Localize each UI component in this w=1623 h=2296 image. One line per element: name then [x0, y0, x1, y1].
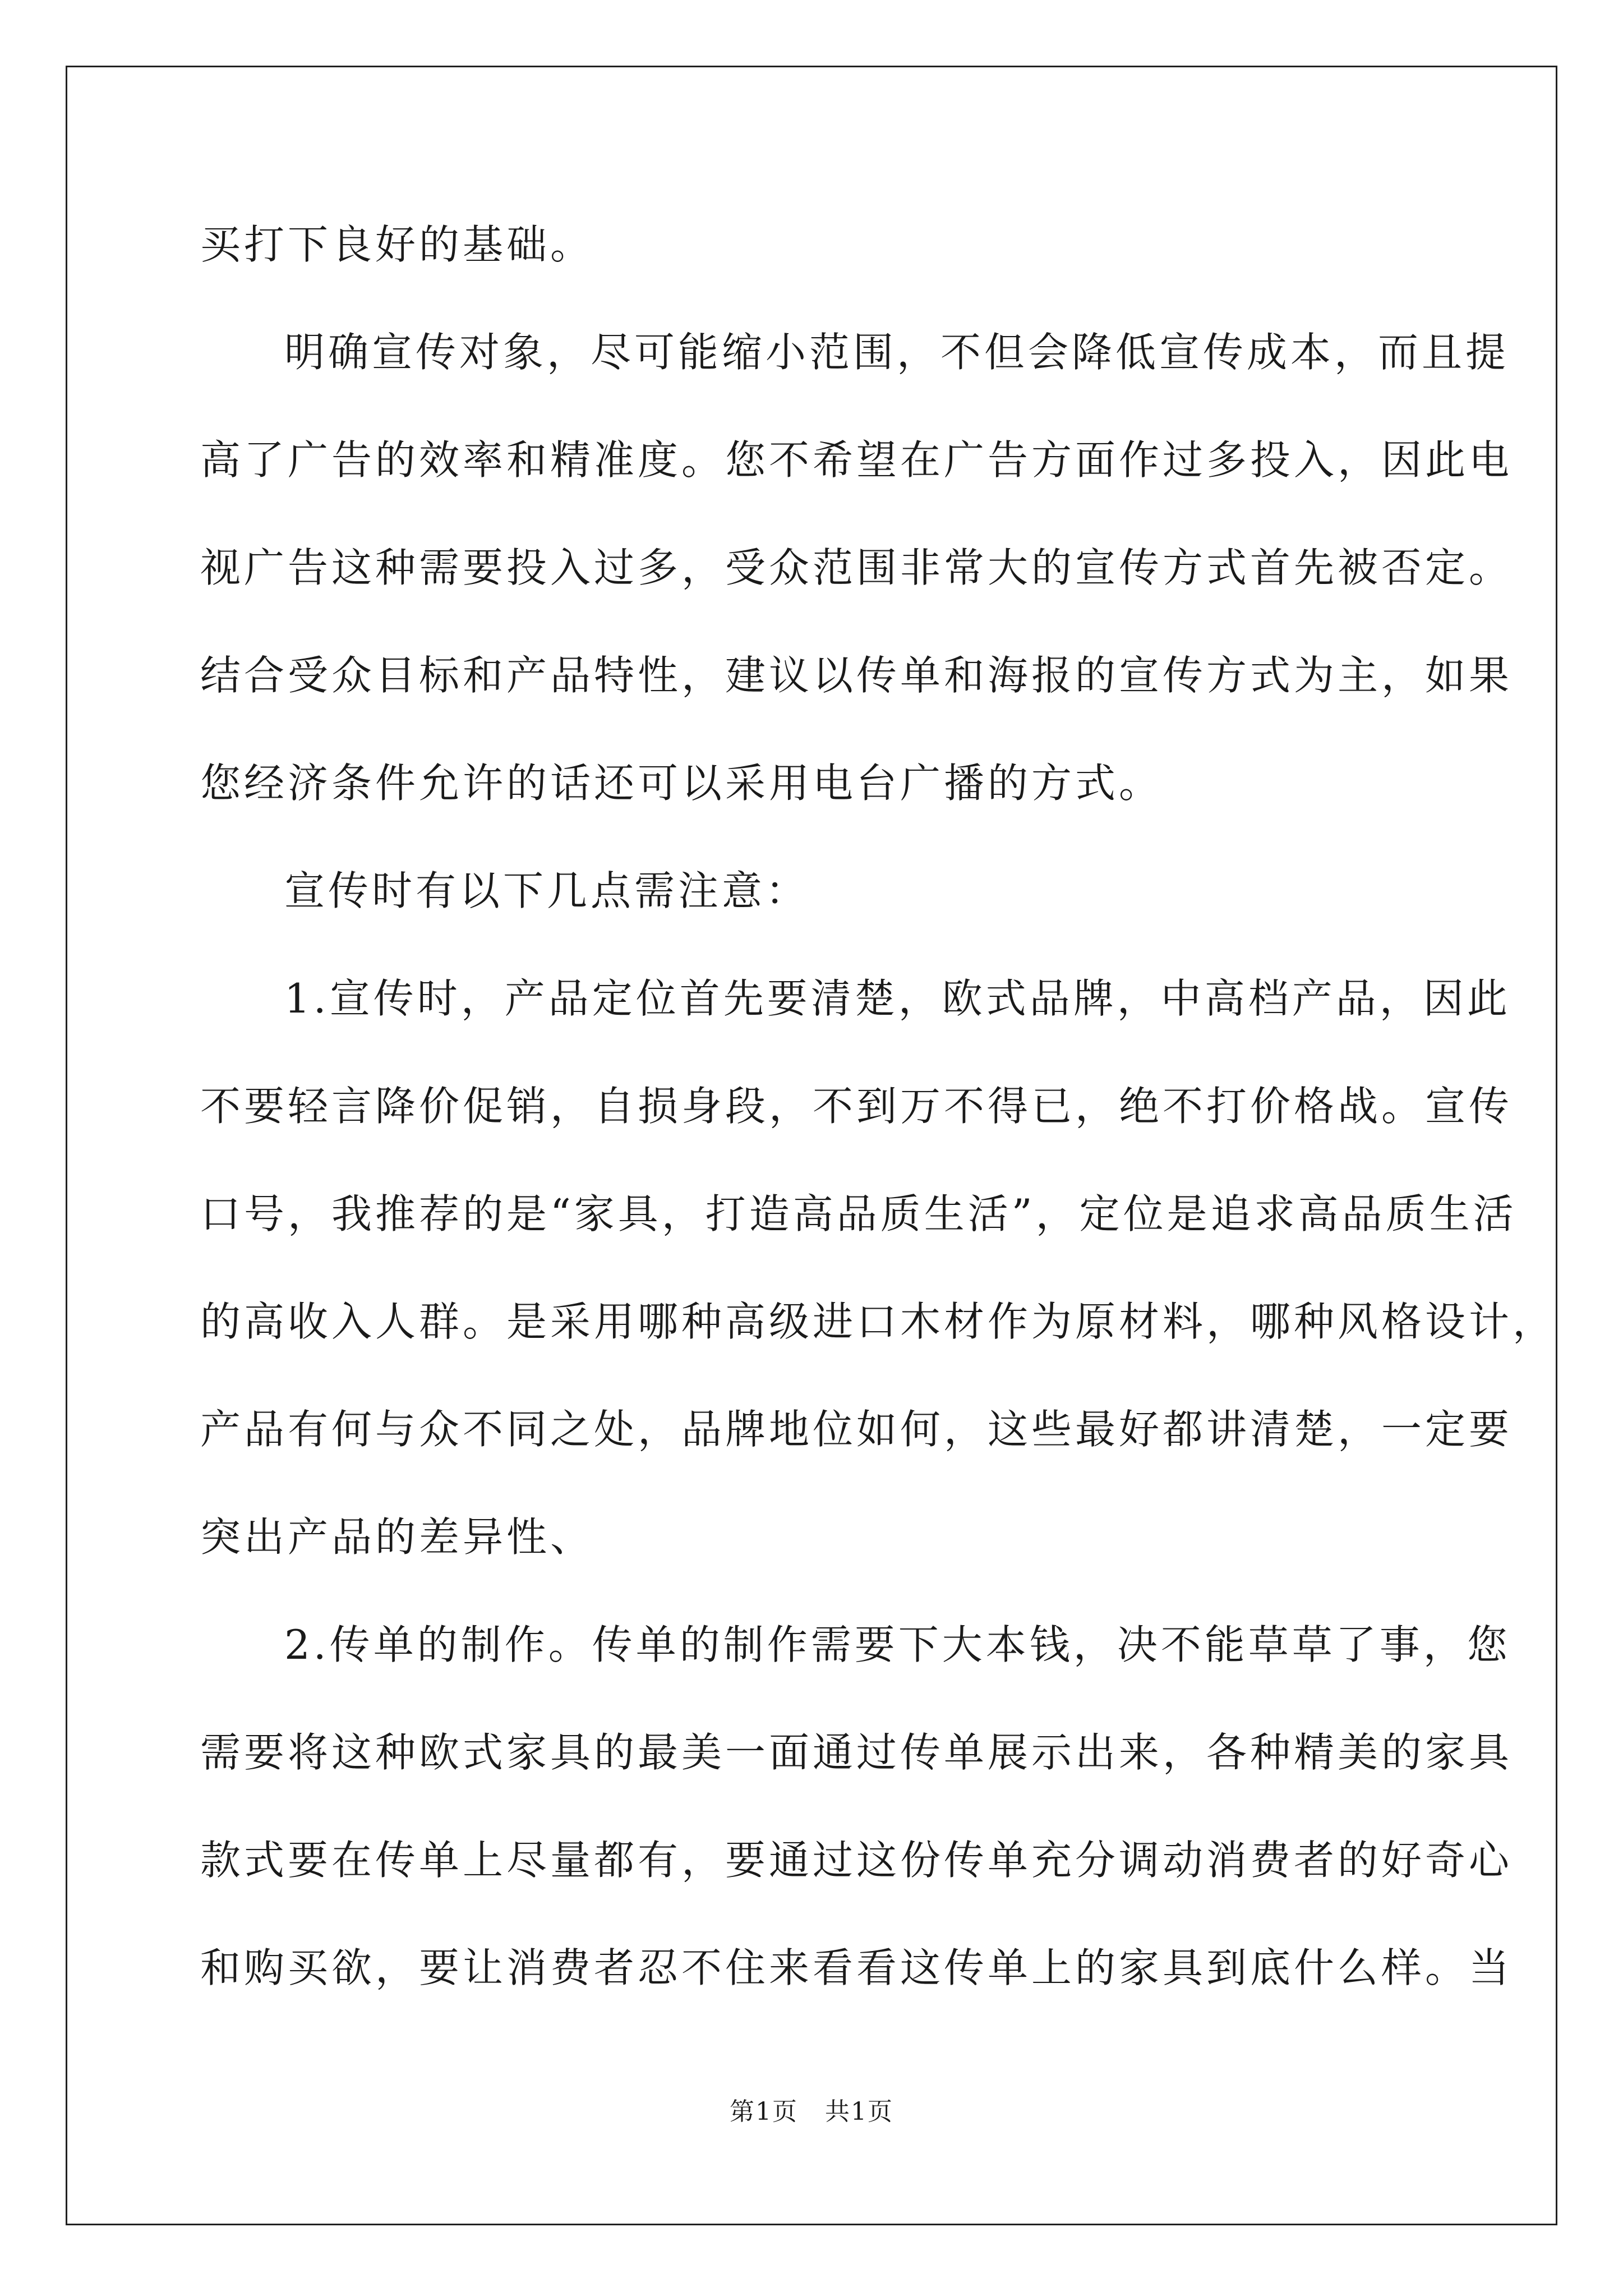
- text-line: 产品有何与众不同之处，品牌地位如何，这些最好都讲清楚，一定要: [200, 1406, 1513, 1453]
- text-line: 不要轻言降价促销，自损身段，不到万不得已，绝不打价格战。宣传: [200, 1083, 1513, 1130]
- text-line: 高了广告的效率和精准度。您不希望在广告方面作过多投入，因此电: [200, 436, 1513, 484]
- text-line: 您经济条件允许的话还可以采用电台广播的方式。: [200, 760, 1163, 807]
- text-line: 结合受众目标和产品特性，建议以传单和海报的宣传方式为主，如果: [200, 652, 1513, 699]
- text-line: 视广告这种需要投入过多，受众范围非常大的宣传方式首先被否定。: [200, 544, 1513, 591]
- text-line: 2.传单的制作。传单的制作需要下大本钱，决不能草草了事，您: [284, 1621, 1511, 1668]
- text-line: 需要将这种欧式家具的最美一面通过传单展示出来，各种精美的家具: [200, 1729, 1513, 1776]
- text-line: 买打下良好的基础。: [200, 221, 594, 268]
- page-footer: 第1页 共1页: [730, 2097, 893, 2126]
- text-line: 的高收入人群。是采用哪种高级进口木材作为原材料，哪种风格设计，: [200, 1298, 1557, 1345]
- text-line: 和购买欲，要让消费者忍不住来看看这传单上的家具到底什么样。当: [200, 1944, 1513, 1991]
- text-line: 明确宣传对象，尽可能缩小范围，不但会降低宣传成本，而且提: [284, 329, 1510, 376]
- text-line: 宣传时有以下几点需注意：: [284, 867, 810, 914]
- text-line: 1.宣传时，产品定位首先要清楚，欧式品牌，中高档产品，因此: [284, 975, 1511, 1022]
- text-line: 口号，我推荐的是“家具，打造高品质生活”，定位是追求高品质生活: [200, 1190, 1517, 1237]
- document-body: [200, 191, 1557, 2022]
- text-line: 款式要在传单上尽量都有，要通过这份传单充分调动消费者的好奇心: [200, 1837, 1513, 1884]
- text-line: 突出产品的差异性、: [200, 1513, 594, 1561]
